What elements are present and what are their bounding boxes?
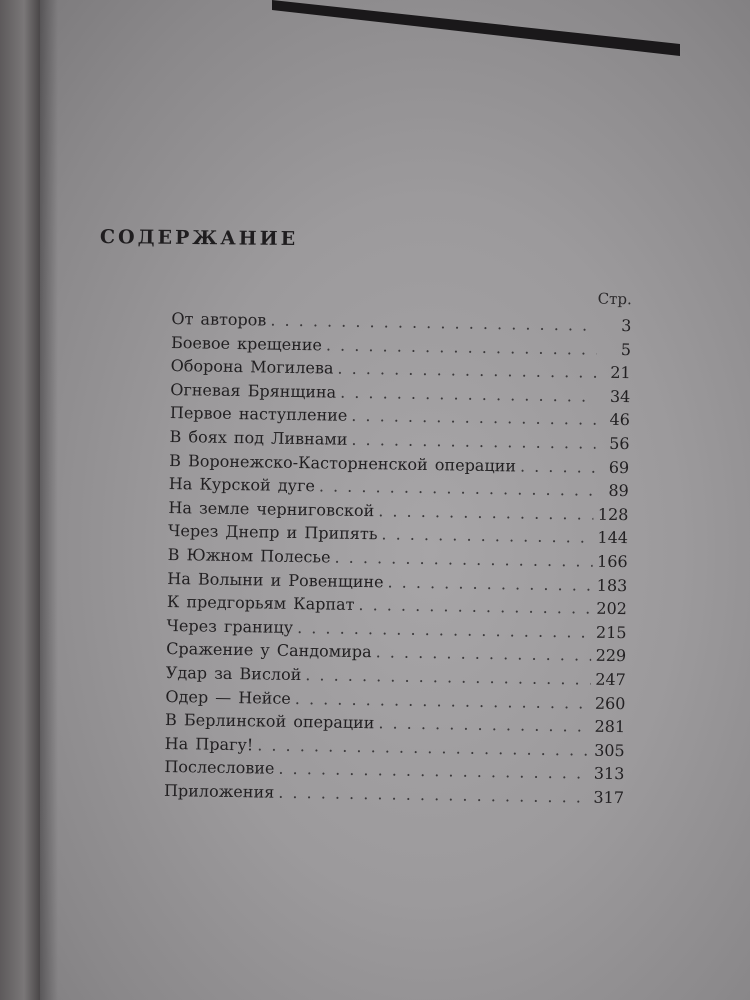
entry-title: К предгорьям Карпат xyxy=(166,592,355,615)
entry-title: Через границу xyxy=(166,615,294,637)
entry-page-number: 3 xyxy=(621,316,632,336)
entry-title: Огневая Брянщина xyxy=(170,379,337,402)
entry-title: На земле черниговской xyxy=(168,497,375,520)
entry-page-number: 144 xyxy=(597,528,629,548)
entry-title: Через Днепр и Припять xyxy=(167,521,378,544)
entry-title: Послесловие xyxy=(164,757,275,778)
entry-title: В боях под Ливнами xyxy=(169,426,348,449)
contents-heading: СОДЕРЖАНИЕ xyxy=(99,226,299,251)
adjacent-page-edge xyxy=(0,0,40,1000)
entry-page-number: 317 xyxy=(593,787,625,808)
decorative-rule xyxy=(272,0,680,56)
book-page xyxy=(40,0,750,1000)
dot-leader xyxy=(375,641,591,668)
entry-title: Сражение у Сандомира xyxy=(166,639,372,662)
table-of-contents xyxy=(163,283,632,808)
dot-leader xyxy=(520,454,595,479)
entry-title: В Воронежско-Касторненской операции xyxy=(169,450,517,475)
entry-page-number: 183 xyxy=(596,575,628,595)
dot-leader xyxy=(387,570,593,597)
entry-title: Одер — Нейсе xyxy=(165,686,292,708)
entry-page-number: 229 xyxy=(595,646,627,666)
dot-leader xyxy=(378,711,590,738)
entry-page-number: 260 xyxy=(594,693,626,713)
entry-page-number: 69 xyxy=(608,457,630,477)
entry-page-number: 202 xyxy=(596,598,628,619)
entry-page-number: 89 xyxy=(608,481,629,501)
entry-page-number: 215 xyxy=(595,622,627,642)
entry-title: Удар за Вислой xyxy=(165,662,302,684)
entry-title: На Курской дуге xyxy=(168,474,316,496)
entry-title: В Берлинской операции xyxy=(164,710,375,733)
entry-title: От авторов xyxy=(171,308,267,330)
entry-page-number: 305 xyxy=(594,740,625,760)
entry-page-number: 5 xyxy=(620,339,632,359)
entry-page-number: 166 xyxy=(596,551,628,572)
entry-title: Приложения xyxy=(163,780,275,802)
entry-title: Первое наступление xyxy=(169,403,348,426)
entry-title: Оборона Могилева xyxy=(170,356,334,378)
entry-page-number: 21 xyxy=(610,363,631,383)
entry-title: На Волыни и Ровенщине xyxy=(167,568,384,591)
entry-title: Боевое крещение xyxy=(170,332,323,354)
entry-page-number: 56 xyxy=(609,433,630,454)
entry-page-number: 46 xyxy=(609,410,631,430)
entry-page-number: 281 xyxy=(594,716,626,737)
entry-page-number: 247 xyxy=(595,669,626,690)
entry-page-number: 34 xyxy=(609,386,631,406)
entry-title: На Прагу! xyxy=(164,733,254,755)
dot-leader xyxy=(381,523,593,550)
entry-page-number: 128 xyxy=(597,504,629,524)
dot-leader xyxy=(278,781,590,809)
entry-page-number: 313 xyxy=(593,763,625,784)
entry-title: В Южном Полесье xyxy=(167,544,331,567)
dot-leader xyxy=(378,499,594,526)
page-column-label: Стр. xyxy=(597,289,632,309)
toc-entries xyxy=(164,307,632,810)
